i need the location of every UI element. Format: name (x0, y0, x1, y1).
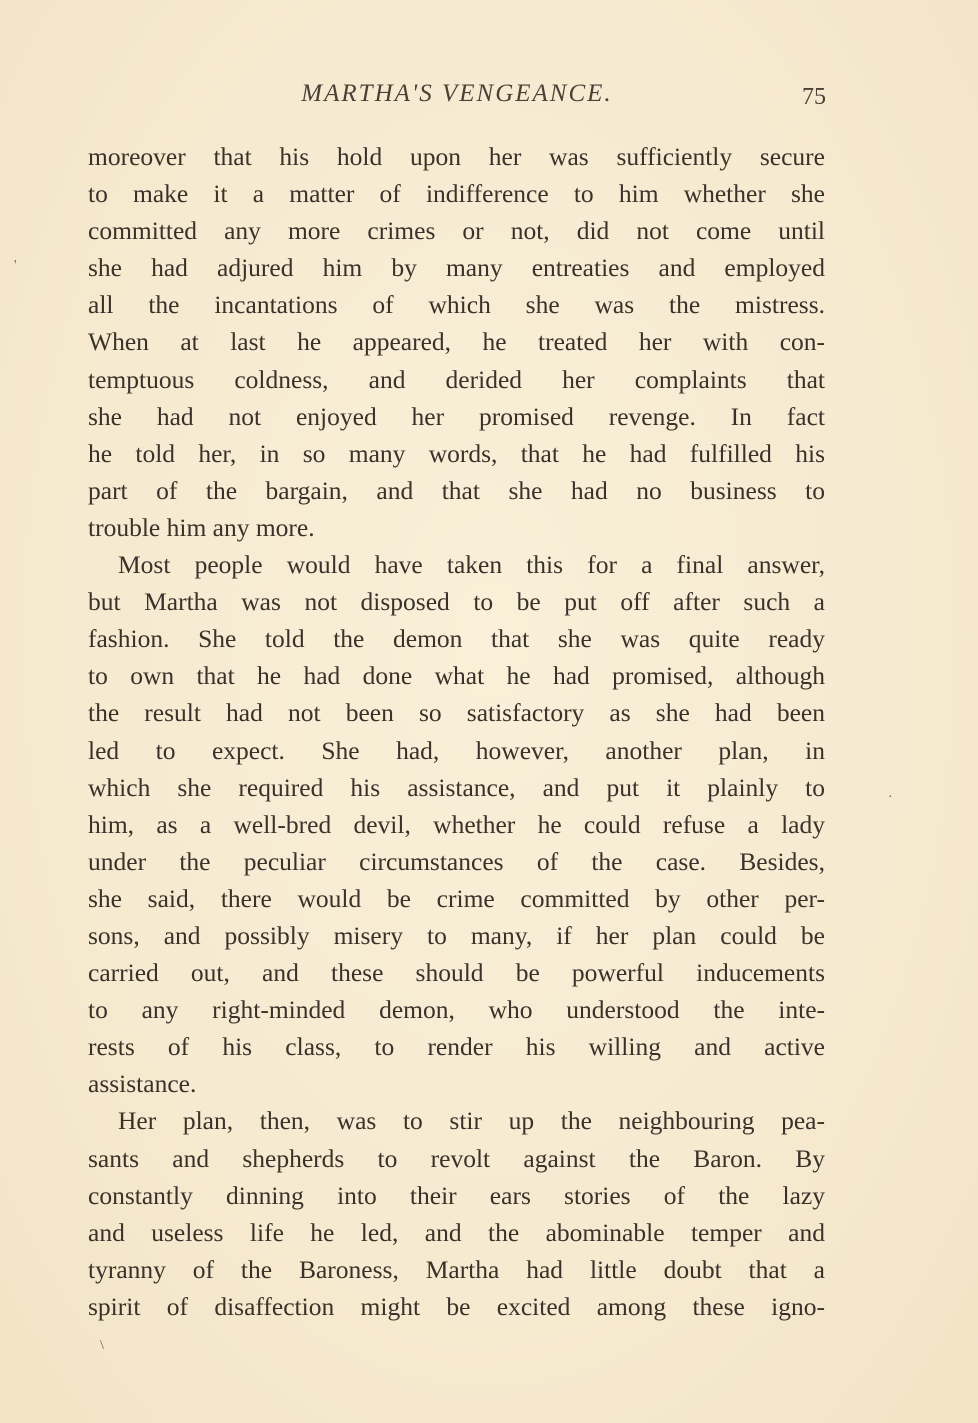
text-line: committed any more crimes or not, did not come until (88, 216, 825, 246)
text-line: led to expect. She had, however, another plan, in (88, 735, 825, 765)
text-line: Most people would have taken this for a final answer, (118, 550, 825, 580)
text-line: all the incantations of which she was the mistress. (88, 290, 825, 320)
text-line: and useless life he led, and the abominable temper and (88, 1217, 825, 1247)
text-line: When at last he appeared, he treated her with con- (88, 327, 825, 357)
paragraph-1 (88, 138, 825, 546)
text-line: rests of his class, to render his willing and active (88, 1032, 825, 1062)
paragraph-2 (88, 546, 825, 1102)
text-line: she had not enjoyed her promised revenge. In fact (88, 401, 825, 431)
paragraph-3 (88, 1102, 825, 1325)
text-line: to own that he had done what he had promised, although (88, 661, 825, 691)
text-line: him, as a well-bred devil, whether he could refuse a lady (88, 809, 825, 839)
text-line: he told her, in so many words, that he had fulfilled his (88, 438, 825, 468)
text-line: fashion. She told the demon that she was quite ready (88, 624, 825, 654)
text-line: to make it a matter of indifference to him whether she (88, 179, 825, 209)
text-line: part of the bargain, and that she had no business to (88, 475, 825, 505)
text-line: to any right-minded demon, who understood the inte- (88, 995, 825, 1025)
text-line: tyranny of the Baroness, Martha had little doubt that a (88, 1254, 825, 1284)
text-line: constantly dinning into their ears stories of the lazy (88, 1180, 825, 1210)
text-line: trouble him any more. (88, 512, 315, 542)
text-line: the result had not been so satisfactory as she had been (88, 698, 825, 728)
margin-speck: · (888, 790, 893, 805)
text-line: carried out, and these should be powerful inducements (88, 958, 825, 988)
text-line: she had adjured him by many entreaties and employed (88, 253, 825, 283)
text-line: moreover that his hold upon her was sufficiently secure (88, 142, 825, 171)
margin-speck: ' (14, 258, 17, 273)
text-line: sons, and possibly misery to many, if her plan could be (88, 920, 825, 950)
running-head (88, 80, 826, 116)
text-line: Her plan, then, was to stir up the neighbouring pea- (118, 1106, 825, 1136)
text-line: spirit of disaffection might be excited among these igno- (88, 1291, 825, 1321)
text-line: which she required his assistance, and put it plainly to (88, 772, 825, 802)
text-line: she said, there would be crime committed by other per- (88, 883, 825, 913)
margin-speck: \ (100, 1338, 104, 1353)
text-line: temptuous coldness, and derided her complaints that (88, 364, 825, 394)
text-line: but Martha was not disposed to be put off after such a (88, 587, 825, 617)
body-text (88, 138, 825, 1325)
text-line: sants and shepherds to revolt against the Baron. By (88, 1143, 825, 1173)
page-number: 75 (802, 84, 826, 110)
running-title: MARTHA'S VENGEANCE. (301, 80, 613, 107)
text-line: under the peculiar circumstances of the case. Besides, (88, 846, 825, 876)
text-line: assistance. (88, 1069, 197, 1099)
